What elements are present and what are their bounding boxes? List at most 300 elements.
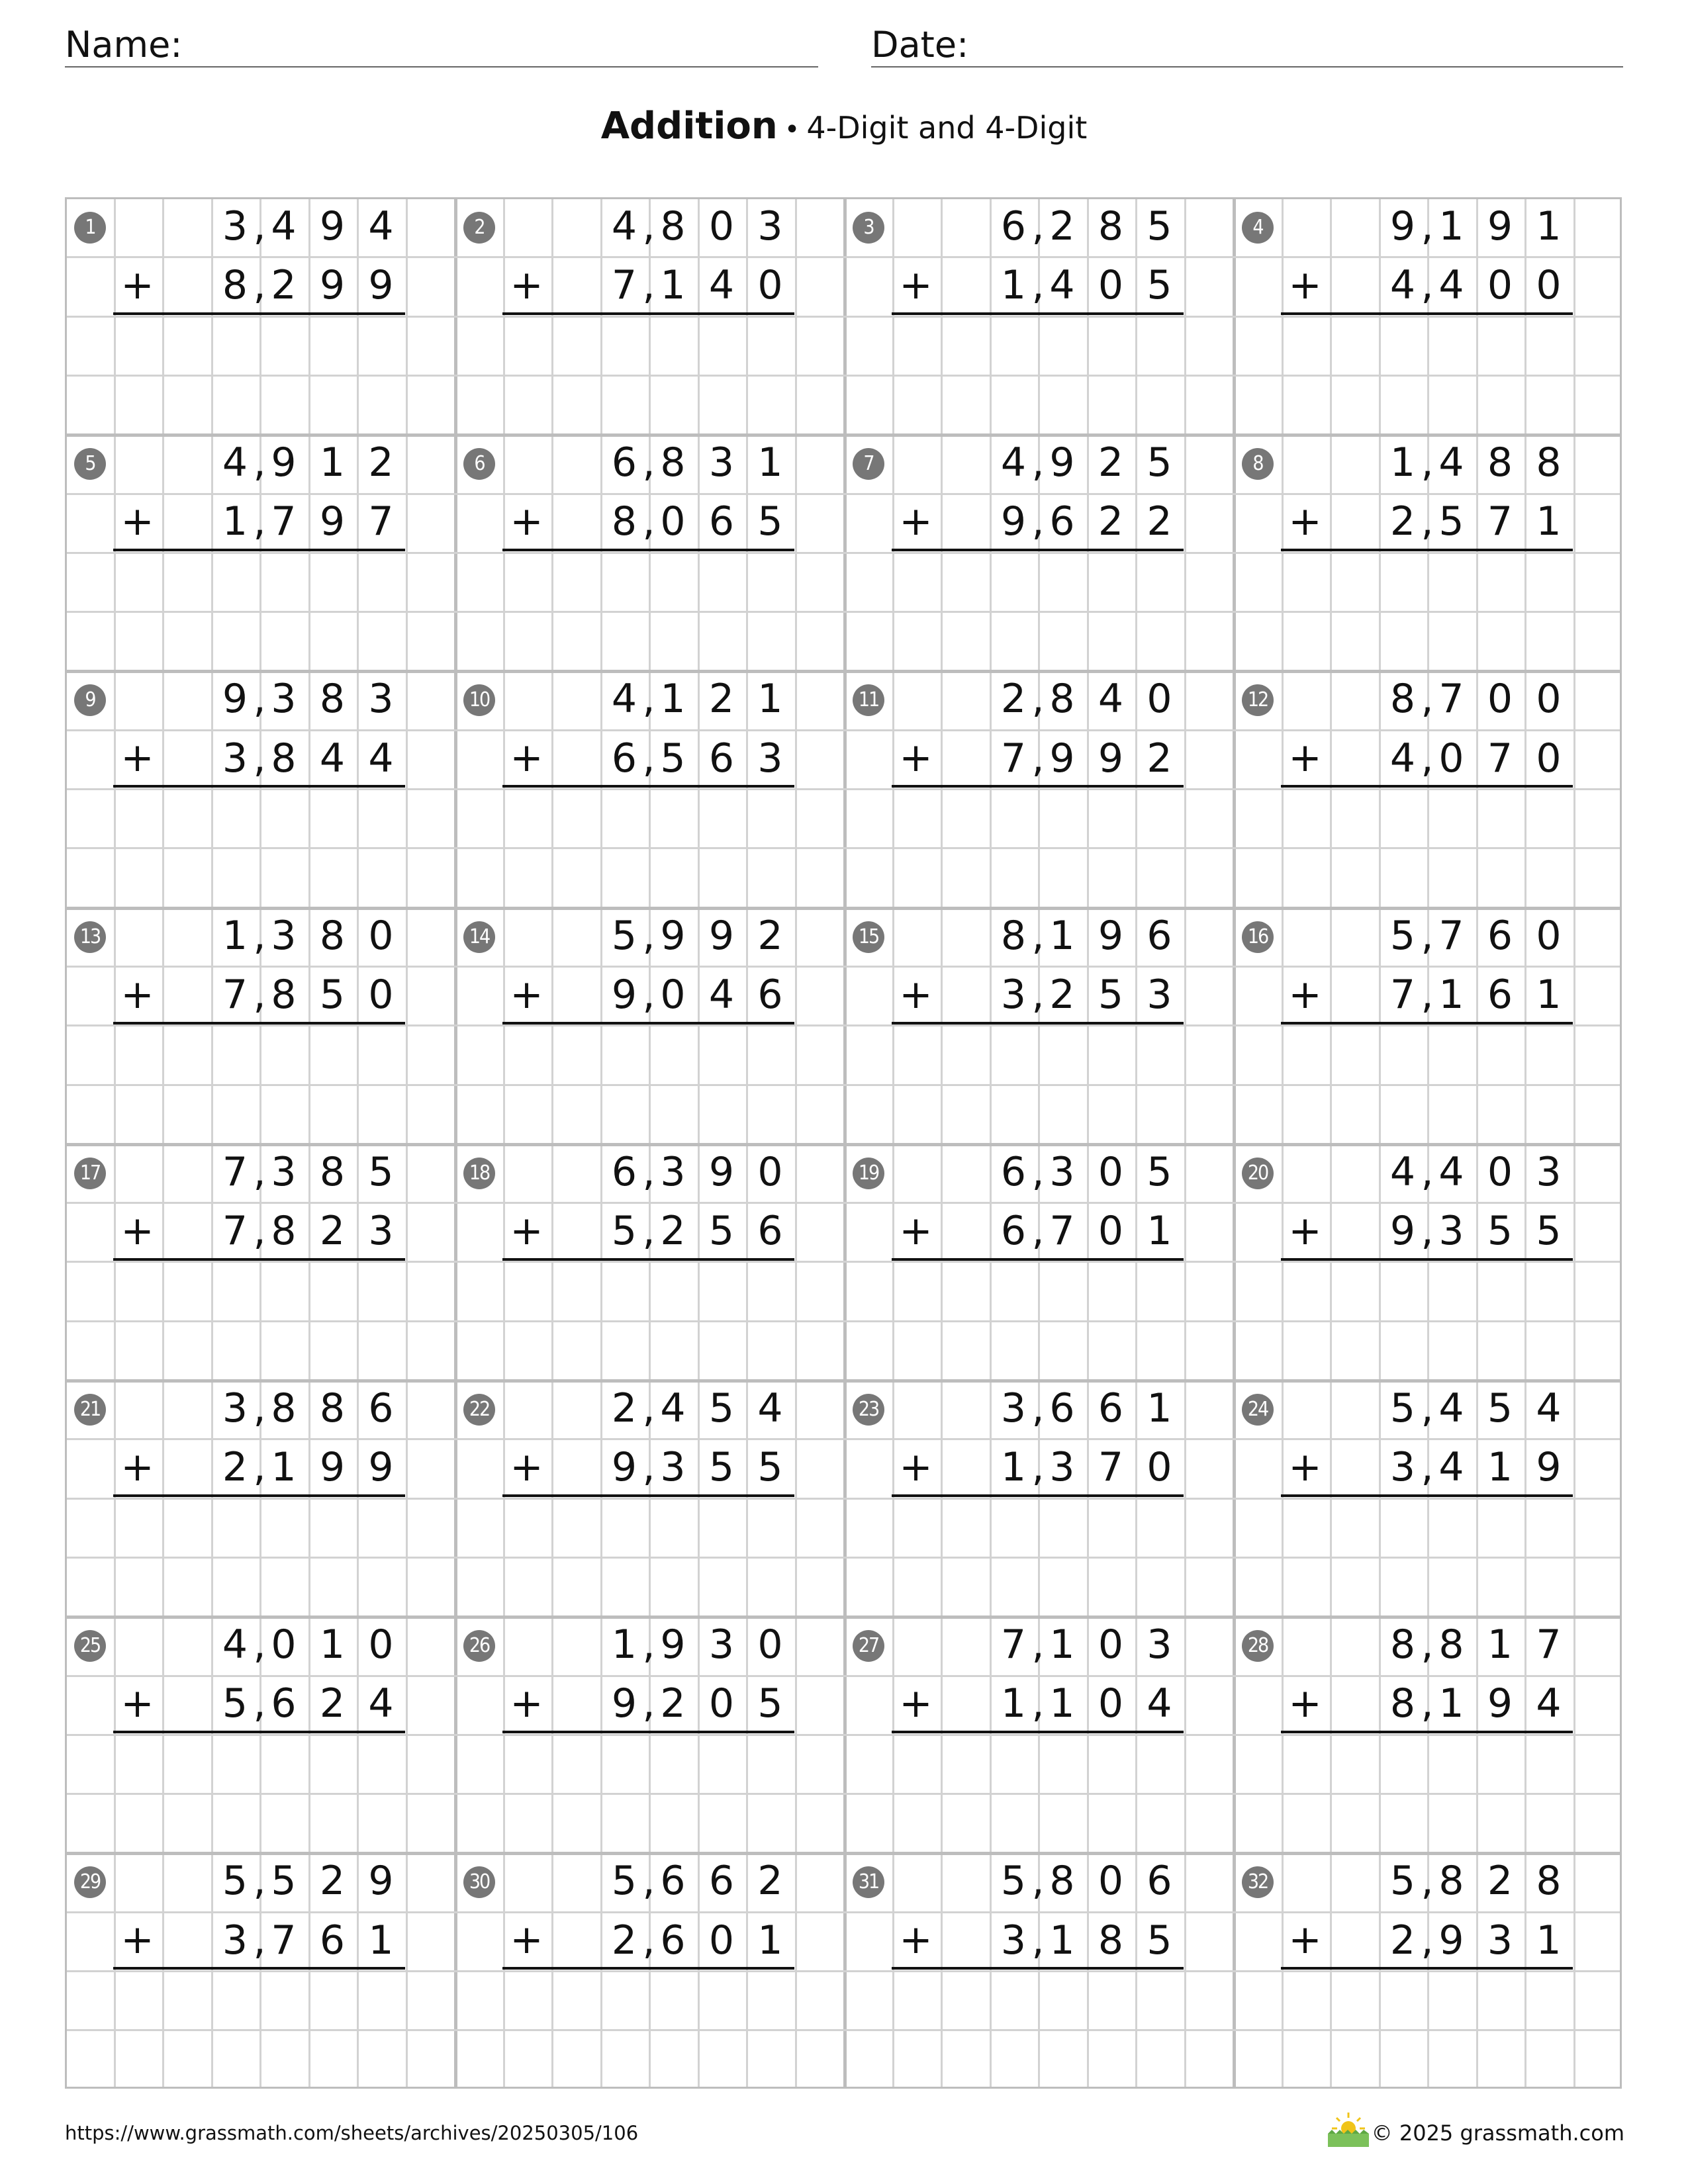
plus-sign: + [899, 498, 933, 545]
addend-bottom-digit: 1 [222, 498, 248, 545]
problem [843, 907, 1233, 1143]
addend-bottom-digit: 9 [611, 1444, 637, 1491]
addend-top-digit: 8 [1536, 439, 1562, 486]
addend-top-digit: 4 [222, 439, 248, 486]
answer-area[interactable] [1330, 316, 1573, 434]
sum-rule-line [1281, 1967, 1573, 1970]
problem-number-badge: 11 [853, 684, 884, 716]
addend-top-digit: 1 [757, 439, 783, 486]
addend-top-digit: 4 [611, 676, 637, 723]
addend-top-digit: 7 [1000, 1621, 1027, 1668]
addend-bottom-digit: 4 [1536, 1680, 1562, 1727]
addend-bottom-digit: 3 [222, 735, 248, 782]
problem [843, 670, 1233, 906]
addend-top-digit: 5 [708, 1385, 735, 1432]
addend-top-digit: 9 [1389, 203, 1416, 250]
addend-top-digit: 1 [1487, 1621, 1513, 1668]
addend-top-digit: 1 [1049, 912, 1075, 959]
addend-top-digit: 7 [1438, 676, 1464, 723]
problem [454, 907, 843, 1143]
addend-top-digit: 0 [1098, 1858, 1124, 1905]
addend-top-digit: 6 [1000, 203, 1027, 250]
plus-sign: + [120, 1917, 154, 1964]
sum-rule-line [113, 312, 405, 315]
addend-bottom-digit: 5 [1147, 262, 1172, 309]
problem-grid [65, 197, 1622, 2089]
addend-top-digit: 1 [611, 1621, 637, 1668]
addend-bottom-digit: 2 [1049, 971, 1075, 1018]
answer-area[interactable] [941, 1970, 1184, 2089]
addend-bottom-digit: 7 [271, 498, 297, 545]
sum-rule-line [1281, 1022, 1573, 1024]
footer-copyright: © 2025 grassmath.com [1371, 2120, 1624, 2146]
problem-number-badge: 8 [1242, 448, 1274, 480]
problem-number-badge: 32 [1242, 1866, 1274, 1898]
problem [65, 1615, 454, 1852]
addend-top-digit: 6 [660, 1858, 686, 1905]
addend-top-digit: 0 [1487, 676, 1513, 723]
addend-bottom-digit: 3 [1438, 1208, 1464, 1255]
addend-bottom-digit: 1 [1000, 262, 1027, 309]
problem-number-badge: 22 [463, 1394, 495, 1426]
problem-number-badge: 2 [463, 212, 495, 244]
answer-area[interactable] [551, 1970, 795, 2089]
answer-area[interactable] [1330, 1970, 1573, 2089]
sum-rule-line [502, 1731, 794, 1733]
addend-top-digit: 3 [1536, 1148, 1562, 1195]
thousands-separator: , [1421, 203, 1434, 250]
thousands-separator: , [642, 971, 655, 1018]
answer-area[interactable] [162, 1970, 406, 2089]
answer-area[interactable] [1330, 1734, 1573, 1852]
addend-bottom-digit: 6 [757, 971, 783, 1018]
thousands-separator: , [642, 1621, 655, 1668]
addend-bottom-digit: 3 [660, 1444, 686, 1491]
addend-bottom-digit: 8 [271, 971, 297, 1018]
addend-top-digit: 6 [1000, 1148, 1027, 1195]
problem [65, 433, 454, 670]
addend-bottom-digit: 6 [708, 498, 735, 545]
addend-top-digit: 9 [319, 203, 346, 250]
plus-sign: + [510, 1444, 543, 1490]
thousands-separator: , [642, 1385, 655, 1432]
sum-rule-line [502, 1258, 794, 1261]
addend-top-digit: 1 [319, 439, 346, 486]
plus-sign: + [120, 1680, 154, 1727]
addend-bottom-digit: 4 [708, 262, 735, 309]
addend-bottom-digit: 8 [271, 735, 297, 782]
thousands-separator: , [1031, 262, 1045, 309]
answer-area[interactable] [551, 1498, 795, 1616]
thousands-separator: , [253, 971, 266, 1018]
addend-top-digit: 5 [1147, 1148, 1172, 1195]
problem-number-badge: 23 [853, 1394, 884, 1426]
addend-top-digit: 1 [1147, 1385, 1172, 1432]
addend-bottom-digit: 7 [1000, 735, 1027, 782]
addend-bottom-digit: 3 [1000, 1917, 1027, 1964]
plus-sign: + [899, 1917, 933, 1964]
thousands-separator: , [642, 1917, 655, 1964]
thousands-separator: , [253, 1385, 266, 1432]
addend-bottom-digit: 2 [1147, 498, 1172, 545]
thousands-separator: , [1031, 735, 1045, 782]
addend-top-digit: 5 [611, 1858, 637, 1905]
addend-bottom-digit: 1 [1536, 1917, 1562, 1964]
addend-bottom-digit: 3 [1147, 971, 1172, 1018]
thousands-separator: , [1421, 1444, 1434, 1491]
answer-area[interactable] [551, 1024, 795, 1143]
sum-rule-line [892, 312, 1184, 315]
addend-bottom-digit: 3 [1487, 1917, 1513, 1964]
addend-bottom-digit: 0 [1098, 1680, 1124, 1727]
thousands-separator: , [253, 676, 266, 723]
addend-top-digit: 3 [271, 912, 297, 959]
addend-top-digit: 1 [1536, 203, 1562, 250]
plus-sign: + [120, 971, 154, 1018]
addend-top-digit: 0 [368, 1621, 394, 1668]
answer-area[interactable] [551, 1734, 795, 1852]
thousands-separator: , [1031, 971, 1045, 1018]
thousands-separator: , [1031, 1858, 1045, 1905]
addend-top-digit: 8 [1389, 1621, 1416, 1668]
addend-top-digit: 8 [1438, 1621, 1464, 1668]
problem [843, 1143, 1233, 1379]
addend-bottom-digit: 7 [222, 1208, 248, 1255]
title-main: Addition [600, 105, 778, 148]
addend-bottom-digit: 1 [1438, 1680, 1464, 1727]
answer-area[interactable] [162, 1498, 406, 1616]
sum-rule-line [1281, 1494, 1573, 1497]
answer-area[interactable] [941, 1498, 1184, 1616]
problem [1233, 1852, 1622, 2088]
addend-bottom-digit: 9 [319, 498, 346, 545]
problem [1233, 670, 1622, 906]
problem-number-badge: 20 [1242, 1158, 1274, 1189]
sum-rule-line [113, 785, 405, 788]
answer-area[interactable] [551, 316, 795, 434]
addend-top-digit: 6 [1487, 912, 1513, 959]
problem [65, 1379, 454, 1615]
addend-top-digit: 4 [611, 203, 637, 250]
addend-top-digit: 3 [271, 1148, 297, 1195]
addend-bottom-digit: 2 [271, 262, 297, 309]
problem-number-badge: 9 [74, 684, 106, 716]
addend-top-digit: 8 [660, 203, 686, 250]
problem [843, 1615, 1233, 1852]
answer-area[interactable] [941, 1261, 1184, 1379]
thousands-separator: , [253, 262, 266, 309]
answer-area[interactable] [162, 1734, 406, 1852]
addend-top-digit: 2 [1487, 1858, 1513, 1905]
thousands-separator: , [253, 1680, 266, 1727]
answer-area[interactable] [1330, 1261, 1573, 1379]
addend-bottom-digit: 7 [1049, 1208, 1075, 1255]
addend-bottom-digit: 4 [1049, 262, 1075, 309]
addend-bottom-digit: 9 [1389, 1208, 1416, 1255]
addend-top-digit: 9 [660, 912, 686, 959]
addend-bottom-digit: 1 [1536, 498, 1562, 545]
answer-area[interactable] [1330, 788, 1573, 907]
thousands-separator: , [642, 735, 655, 782]
answer-area[interactable] [162, 552, 406, 670]
sum-rule-line [113, 1494, 405, 1497]
addend-bottom-digit: 1 [1487, 1444, 1513, 1491]
addend-bottom-digit: 0 [660, 498, 686, 545]
sum-rule-line [1281, 1258, 1573, 1261]
date-line[interactable] [871, 66, 1623, 68]
addend-bottom-digit: 5 [222, 1680, 248, 1727]
thousands-separator: , [1031, 203, 1045, 250]
thousands-separator: , [1031, 1148, 1045, 1195]
addend-bottom-digit: 2 [1098, 498, 1124, 545]
addend-bottom-digit: 9 [1000, 498, 1027, 545]
addend-bottom-digit: 1 [1049, 1917, 1075, 1964]
addend-top-digit: 1 [660, 676, 686, 723]
problem [65, 907, 454, 1143]
addend-bottom-digit: 2 [1389, 1917, 1416, 1964]
addend-bottom-digit: 1 [368, 1917, 394, 1964]
addend-top-digit: 4 [1438, 1385, 1464, 1432]
addend-top-digit: 0 [1098, 1148, 1124, 1195]
thousands-separator: , [1031, 1917, 1045, 1964]
addend-bottom-digit: 9 [1049, 735, 1075, 782]
addend-bottom-digit: 6 [1049, 498, 1075, 545]
title-subtitle: 4-Digit and 4-Digit [806, 110, 1088, 146]
addend-top-digit: 6 [708, 1858, 735, 1905]
addend-bottom-digit: 3 [368, 1208, 394, 1255]
addend-bottom-digit: 1 [1438, 971, 1464, 1018]
addend-bottom-digit: 6 [1000, 1208, 1027, 1255]
addend-bottom-digit: 2 [1147, 735, 1172, 782]
addend-top-digit: 7 [222, 1148, 248, 1195]
plus-sign: + [899, 1680, 933, 1727]
thousands-separator: , [253, 1208, 266, 1255]
addend-top-digit: 5 [271, 1858, 297, 1905]
sum-rule-line [113, 1731, 405, 1733]
problem-number-badge: 27 [853, 1630, 884, 1662]
addend-bottom-digit: 4 [368, 1680, 394, 1727]
problem [454, 197, 843, 433]
addend-bottom-digit: 9 [319, 1444, 346, 1491]
answer-area[interactable] [551, 552, 795, 670]
thousands-separator: , [1031, 912, 1045, 959]
sum-rule-line [502, 1967, 794, 1970]
addend-top-digit: 3 [222, 1385, 248, 1432]
addend-top-digit: 5 [1389, 912, 1416, 959]
addend-bottom-digit: 1 [1049, 1680, 1075, 1727]
addend-top-digit: 3 [271, 676, 297, 723]
plus-sign: + [1288, 1444, 1322, 1490]
addend-bottom-digit: 0 [1098, 262, 1124, 309]
addend-bottom-digit: 6 [1487, 971, 1513, 1018]
addend-top-digit: 3 [660, 1148, 686, 1195]
answer-area[interactable] [162, 1261, 406, 1379]
addend-top-digit: 3 [1049, 1148, 1075, 1195]
problem-number-badge: 28 [1242, 1630, 1274, 1662]
answer-area[interactable] [162, 1024, 406, 1143]
problem [1233, 433, 1622, 670]
addend-bottom-digit: 4 [1438, 1444, 1464, 1491]
answer-area[interactable] [1330, 552, 1573, 670]
sum-rule-line [502, 785, 794, 788]
sum-rule-line [892, 1731, 1184, 1733]
addend-top-digit: 3 [1000, 1385, 1027, 1432]
sum-rule-line [113, 549, 405, 551]
addend-bottom-digit: 0 [708, 1680, 735, 1727]
addend-bottom-digit: 6 [271, 1680, 297, 1727]
thousands-separator: , [642, 1858, 655, 1905]
addend-top-digit: 4 [1000, 439, 1027, 486]
addend-top-digit: 0 [1147, 676, 1172, 723]
addend-top-digit: 9 [222, 676, 248, 723]
thousands-separator: , [642, 439, 655, 486]
addend-top-digit: 8 [271, 1385, 297, 1432]
problem-number-badge: 13 [74, 921, 106, 953]
addend-top-digit: 1 [1438, 203, 1464, 250]
sum-rule-line [113, 1967, 405, 1970]
plus-sign: + [120, 735, 154, 782]
problem-number-badge: 7 [853, 448, 884, 480]
addend-top-digit: 9 [708, 912, 735, 959]
addend-bottom-digit: 7 [222, 971, 248, 1018]
addend-top-digit: 8 [1000, 912, 1027, 959]
addend-top-digit: 5 [1147, 439, 1172, 486]
addend-bottom-digit: 0 [1098, 1208, 1124, 1255]
addend-top-digit: 4 [1438, 439, 1464, 486]
addend-top-digit: 0 [708, 203, 735, 250]
answer-area[interactable] [941, 552, 1184, 670]
addend-bottom-digit: 9 [1098, 735, 1124, 782]
sum-rule-line [892, 785, 1184, 788]
problem-number-badge: 17 [74, 1158, 106, 1189]
addend-top-digit: 5 [1389, 1385, 1416, 1432]
sum-rule-line [1281, 312, 1573, 315]
addend-top-digit: 1 [1389, 439, 1416, 486]
addend-bottom-digit: 3 [1049, 1444, 1075, 1491]
addend-top-digit: 7 [1536, 1621, 1562, 1668]
answer-area[interactable] [162, 316, 406, 434]
addend-top-digit: 2 [1098, 439, 1124, 486]
sum-rule-line [892, 1258, 1184, 1261]
answer-area[interactable] [551, 1261, 795, 1379]
plus-sign: + [899, 262, 933, 308]
addend-bottom-digit: 1 [271, 1444, 297, 1491]
answer-area[interactable] [1330, 1498, 1573, 1616]
addend-bottom-digit: 4 [708, 971, 735, 1018]
problem [454, 433, 843, 670]
answer-area[interactable] [941, 1024, 1184, 1143]
problem-number-badge: 3 [853, 212, 884, 244]
addend-top-digit: 0 [1536, 676, 1562, 723]
thousands-separator: , [253, 1444, 266, 1491]
addend-bottom-digit: 6 [660, 1917, 686, 1964]
addend-top-digit: 2 [757, 1858, 783, 1905]
thousands-separator: , [253, 1917, 266, 1964]
addend-top-digit: 5 [368, 1148, 394, 1195]
addend-top-digit: 2 [757, 912, 783, 959]
addend-top-digit: 9 [1098, 912, 1124, 959]
addend-top-digit: 3 [222, 203, 248, 250]
addend-top-digit: 1 [319, 1621, 346, 1668]
problem [843, 1852, 1233, 2088]
addend-top-digit: 8 [1389, 676, 1416, 723]
thousands-separator: , [1421, 498, 1434, 545]
problem [1233, 1615, 1622, 1852]
problem-number-badge: 4 [1242, 212, 1274, 244]
addend-top-digit: 0 [1098, 1621, 1124, 1668]
name-line[interactable] [65, 66, 818, 68]
plus-sign: + [899, 1444, 933, 1490]
problem [65, 670, 454, 906]
addend-bottom-digit: 8 [611, 498, 637, 545]
addend-top-digit: 9 [1487, 203, 1513, 250]
addend-top-digit: 5 [222, 1858, 248, 1905]
problem [1233, 1379, 1622, 1615]
problem-number-badge: 18 [463, 1158, 495, 1189]
answer-area[interactable] [941, 316, 1184, 434]
addend-bottom-digit: 5 [319, 971, 346, 1018]
problem [843, 1379, 1233, 1615]
problem-number-badge: 26 [463, 1630, 495, 1662]
thousands-separator: , [1031, 676, 1045, 723]
addend-top-digit: 4 [271, 203, 297, 250]
thousands-separator: , [642, 498, 655, 545]
problem-number-badge: 12 [1242, 684, 1274, 716]
sum-rule-line [1281, 785, 1573, 788]
problem-number-badge: 14 [463, 921, 495, 953]
thousands-separator: , [1031, 1444, 1045, 1491]
addend-bottom-digit: 8 [271, 1208, 297, 1255]
sum-rule-line [1281, 549, 1573, 551]
thousands-separator: , [1031, 1385, 1045, 1432]
thousands-separator: , [642, 676, 655, 723]
plus-sign: + [1288, 1207, 1322, 1254]
thousands-separator: , [253, 203, 266, 250]
problem-number-badge: 1 [74, 212, 106, 244]
addend-bottom-digit: 1 [1000, 1444, 1027, 1491]
addend-bottom-digit: 5 [708, 1444, 735, 1491]
thousands-separator: , [1031, 1208, 1045, 1255]
problem-number-badge: 29 [74, 1866, 106, 1898]
answer-area[interactable] [1330, 1024, 1573, 1143]
addend-top-digit: 6 [1049, 1385, 1075, 1432]
thousands-separator: , [1421, 439, 1434, 486]
problem [65, 197, 454, 433]
plus-sign: + [899, 1207, 933, 1254]
addend-bottom-digit: 3 [1000, 971, 1027, 1018]
addend-top-digit: 5 [1000, 1858, 1027, 1905]
addend-top-digit: 3 [368, 676, 394, 723]
answer-area[interactable] [162, 788, 406, 907]
addend-top-digit: 2 [708, 676, 735, 723]
thousands-separator: , [1421, 1385, 1434, 1432]
addend-bottom-digit: 9 [319, 262, 346, 309]
addend-top-digit: 2 [1000, 676, 1027, 723]
title-bullet: • [784, 114, 800, 145]
answer-area[interactable] [941, 788, 1184, 907]
addend-top-digit: 3 [1147, 1621, 1172, 1668]
plus-sign: + [510, 735, 543, 782]
addend-top-digit: 0 [368, 912, 394, 959]
answer-area[interactable] [941, 1734, 1184, 1852]
thousands-separator: , [253, 912, 266, 959]
addend-top-digit: 2 [611, 1385, 637, 1432]
answer-area[interactable] [551, 788, 795, 907]
name-label: Name: [65, 24, 183, 66]
addend-top-digit: 8 [1487, 439, 1513, 486]
addend-top-digit: 8 [319, 912, 346, 959]
addend-bottom-digit: 9 [1536, 1444, 1562, 1491]
